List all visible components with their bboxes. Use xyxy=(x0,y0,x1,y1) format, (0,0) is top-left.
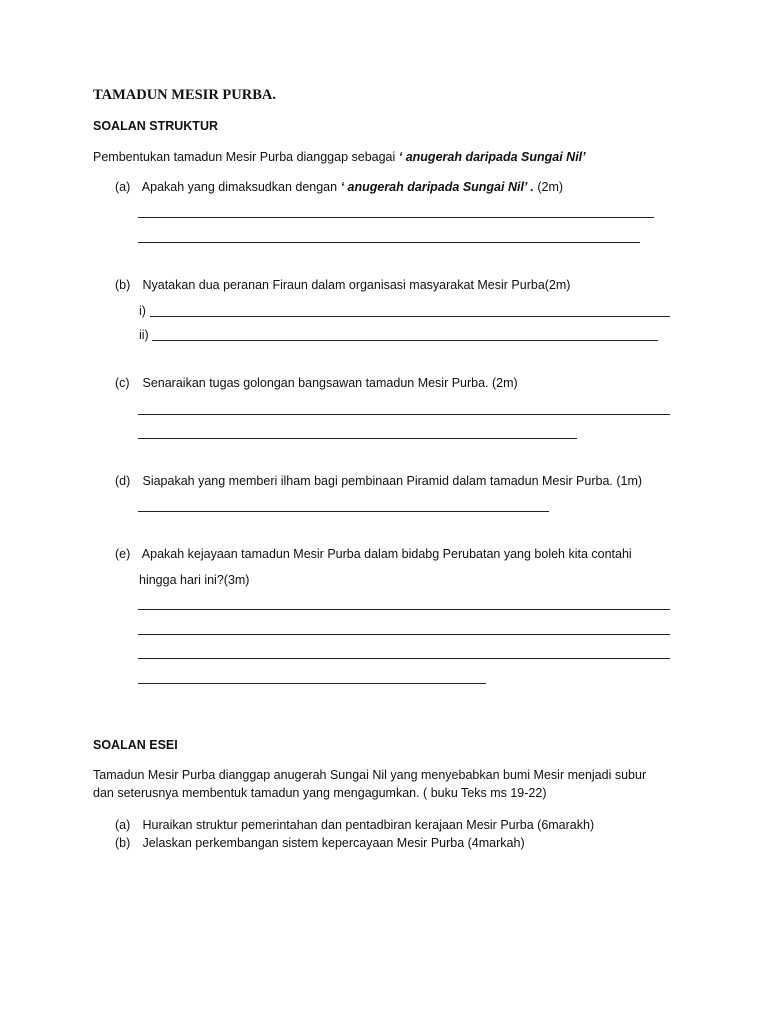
question-e-text: Apakah kejayaan tamadun Mesir Purba dalam bidabg Perubatan yang boleh kita contahi xyxy=(141,547,632,561)
answer-line[interactable] xyxy=(138,634,670,635)
essay-intro-line-1: Tamadun Mesir Purba dianggap anugerah Sungai Nil yang menyebabkan bumi Mesir menjadi subur xyxy=(93,768,647,782)
answer-line[interactable] xyxy=(138,658,670,659)
structure-intro-text: Pembentukan tamadun Mesir Purba dianggap sebagai xyxy=(93,150,399,164)
essay-heading: SOALAN ESEI xyxy=(93,738,178,752)
answer-line[interactable] xyxy=(138,609,670,610)
question-e xyxy=(115,547,632,561)
answer-line[interactable] xyxy=(138,511,549,512)
question-c-label: (c) xyxy=(115,376,130,390)
structure-intro-quote: ‘ anugerah daripada Sungai Nil’ xyxy=(398,150,586,164)
answer-line[interactable] xyxy=(138,414,670,415)
question-a-marks: (2m) xyxy=(533,180,564,194)
answer-line[interactable] xyxy=(150,316,670,317)
question-d-label: (d) xyxy=(115,474,131,488)
question-b xyxy=(115,278,570,292)
document-title: TAMADUN MESIR PURBA. xyxy=(93,87,276,103)
structure-heading: SOALAN STRUKTUR xyxy=(93,119,218,133)
question-d-text: Siapakah yang memberi ilham bagi pembinaan Piramid dalam tamadun Mesir Purba. (1m) xyxy=(142,474,643,488)
question-a-quote: ‘ anugerah daripada Sungai Nil’ . xyxy=(340,180,534,194)
question-d xyxy=(115,474,642,488)
answer-line[interactable] xyxy=(138,438,577,439)
essay-question-a-text: Huraikan struktur pemerintahan dan pentadbiran kerajaan Mesir Purba (6marakh) xyxy=(142,818,595,832)
essay-question-b-label: (b) xyxy=(115,836,131,850)
answer-item-i-label: i) xyxy=(139,304,146,318)
essay-intro-line-2: dan seterusnya membentuk tamadun yang mengagumkan. ( buku Teks ms 19-22) xyxy=(93,786,547,800)
question-a xyxy=(115,180,563,194)
answer-line[interactable] xyxy=(138,217,654,218)
structure-intro xyxy=(93,150,586,164)
question-b-text: Nyatakan dua peranan Firaun dalam organisasi masyarakat Mesir Purba(2m) xyxy=(142,278,571,292)
answer-item-ii-label: ii) xyxy=(139,328,149,342)
question-a-text: Apakah yang dimaksudkan dengan xyxy=(141,180,341,194)
question-c-text: Senaraikan tugas golongan bangsawan tamadun Mesir Purba. (2m) xyxy=(142,376,518,390)
answer-line[interactable] xyxy=(138,683,486,684)
answer-line[interactable] xyxy=(152,340,658,341)
answer-line[interactable] xyxy=(138,242,640,243)
question-a-label: (a) xyxy=(115,180,131,194)
essay-question-a-label: (a) xyxy=(115,818,131,832)
question-e-text-continued: hingga hari ini?(3m) xyxy=(139,573,250,587)
question-b-label: (b) xyxy=(115,278,131,292)
question-e-label: (e) xyxy=(115,547,131,561)
question-c xyxy=(115,376,518,390)
essay-question-b-text: Jelaskan perkembangan sistem kepercayaan Mesir Purba (4markah) xyxy=(142,836,525,850)
essay-question-a xyxy=(115,818,594,832)
essay-question-b xyxy=(115,836,525,850)
